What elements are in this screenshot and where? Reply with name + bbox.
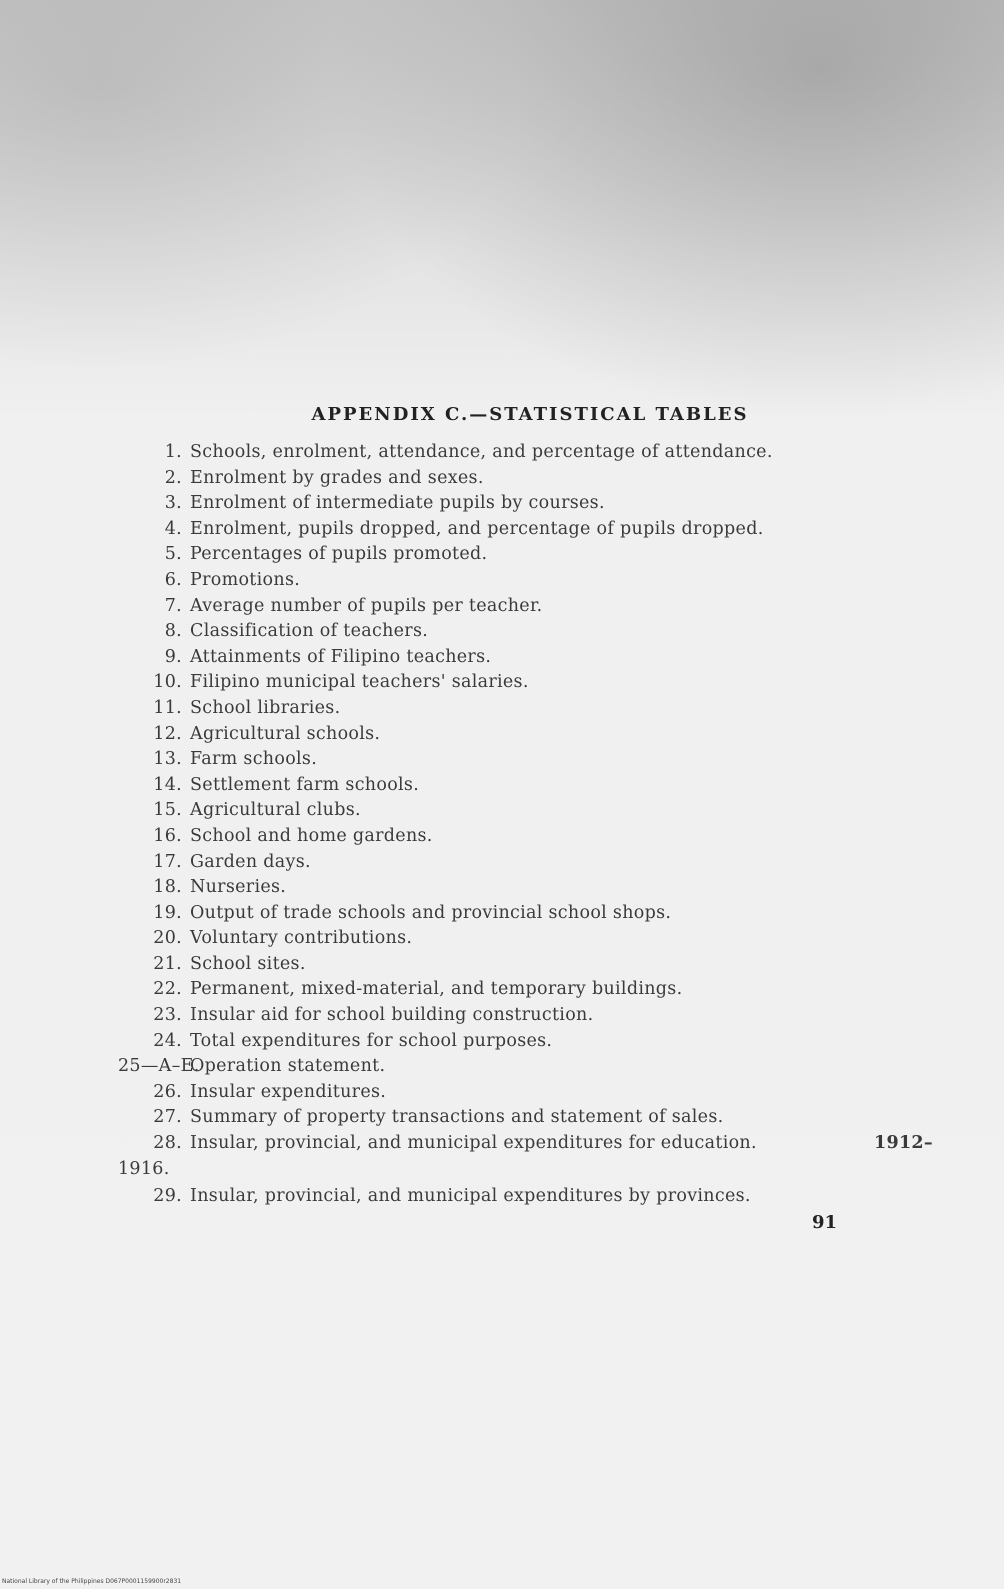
list-item-number: 22. (153, 979, 182, 1000)
list-item-number: 10. (153, 672, 182, 693)
list-item (118, 952, 948, 978)
list-item-number: 13. (153, 749, 182, 770)
list-item (118, 670, 948, 696)
list-item-number: 23. (153, 1005, 182, 1026)
list-item (118, 619, 948, 645)
list-item (118, 542, 948, 568)
list-item-number: 7. (164, 595, 182, 616)
list-item-text: School sites. (190, 953, 306, 974)
list-item-number: 14. (153, 774, 182, 795)
list-item-text: Nurseries. (190, 877, 287, 898)
list-item-text: Percentages of pupils promoted. (190, 544, 488, 565)
list-item (118, 696, 948, 722)
list-item (118, 926, 948, 952)
list-item-number: 12. (153, 723, 182, 744)
list-item (118, 466, 948, 492)
page-number: 91 (812, 1212, 838, 1233)
list-item-number: 1. (164, 442, 182, 462)
list-item-number: 15. (153, 800, 182, 821)
list-item-text: Agricultural schools. (190, 723, 381, 744)
list-item-text: Farm schools. (190, 749, 318, 770)
list-item-number: 28. (153, 1133, 182, 1154)
list-item (118, 517, 948, 543)
list-item-29 (118, 1184, 948, 1210)
list-item-text: Attainments of Filipino teachers. (190, 646, 492, 667)
list-item-text: Insular aid for school building construction. (190, 1005, 594, 1026)
list-item-text: Insular, provincial, and municipal expenditures for education. (190, 1133, 757, 1154)
list-item (118, 1003, 948, 1029)
list-item (118, 1105, 948, 1131)
list-item-number: 9. (164, 646, 182, 667)
list-item-number: 24. (153, 1030, 182, 1051)
list-item-text: Summary of property transactions and statement of sales. (190, 1107, 724, 1128)
list-item-number: 26. (153, 1081, 182, 1102)
list-item (118, 594, 948, 620)
list-item-text: Voluntary contributions. (190, 928, 413, 949)
list-item (118, 824, 948, 850)
list-item-text: Permanent, mixed-material, and temporary buildings. (190, 979, 683, 1000)
list-item-year-end: 1916. (118, 1158, 170, 1179)
list-item (118, 722, 948, 748)
list-item (118, 440, 948, 466)
list-item-number: 16. (153, 825, 182, 846)
list-item (118, 568, 948, 594)
list-item-28 (118, 1131, 948, 1182)
list-item (118, 773, 948, 799)
list-item-year-start: 1912– (874, 1133, 933, 1154)
list-item (118, 747, 948, 773)
list-item-text: Operation statement. (190, 1056, 386, 1077)
list-item-number: 2. (164, 467, 182, 488)
list-item-text: Classification of teachers. (190, 621, 429, 642)
list-item-text: Filipino municipal teachers' salaries. (190, 672, 529, 693)
list-item-text: Average number of pupils per teacher. (190, 595, 543, 616)
list-item-number: 11. (153, 697, 182, 718)
list-item-text: Output of trade schools and provincial school shops. (190, 902, 672, 923)
list-item-number: 27. (153, 1107, 182, 1128)
list-item (118, 1080, 948, 1106)
list-item (118, 491, 948, 517)
list-item-number: 19. (153, 902, 182, 923)
list-item-number: 8. (164, 621, 182, 642)
list-item (118, 645, 948, 671)
list-item-number: 18. (153, 877, 182, 898)
list-item (118, 1054, 948, 1080)
list-item-text: Total expenditures for school purposes. (190, 1030, 553, 1051)
list-item-text: School libraries. (190, 697, 341, 718)
list-item-number: 6. (164, 569, 182, 590)
list-item-text: Settlement farm schools. (190, 774, 420, 795)
list-item (118, 1029, 948, 1055)
list-item-number: 25—A–E. (118, 1056, 200, 1077)
list-item (118, 901, 948, 927)
list-item-number: 21. (153, 953, 182, 974)
list-item-number: 4. (164, 518, 182, 539)
list-item-number: 5. (164, 544, 182, 565)
footer-credit: National Library of the Philippines D067P0001159900r2831 (2, 1578, 182, 1585)
list-item-text: Garden days. (190, 851, 311, 872)
list-item-number: 20. (153, 928, 182, 949)
list-item-number: 17. (153, 851, 182, 872)
list-item-number: 29. (153, 1186, 182, 1207)
list-item-text: Enrolment of intermediate pupils by courses. (190, 493, 605, 514)
list-item (118, 850, 948, 876)
list-item (118, 798, 948, 824)
list-item-text: Agricultural clubs. (190, 800, 361, 821)
list-item (118, 875, 948, 901)
list-item-text: Promotions. (190, 569, 301, 590)
list-item-text: School and home gardens. (190, 825, 433, 846)
list-item-text: Insular expenditures. (190, 1081, 387, 1102)
appendix-heading: APPENDIX C.—STATISTICAL TABLES (311, 404, 749, 425)
list-item-text: Enrolment, pupils dropped, and percentage of pupils dropped. (190, 518, 764, 539)
statistical-tables-list (118, 440, 948, 1210)
list-item-text: Schools, enrolment, attendance, and percentage of attendance. (190, 442, 773, 462)
list-item (118, 977, 948, 1003)
list-item-text: Insular, provincial, and municipal expenditures by provinces. (190, 1186, 751, 1207)
list-item-number: 3. (164, 493, 182, 514)
list-item-text: Enrolment by grades and sexes. (190, 467, 484, 488)
